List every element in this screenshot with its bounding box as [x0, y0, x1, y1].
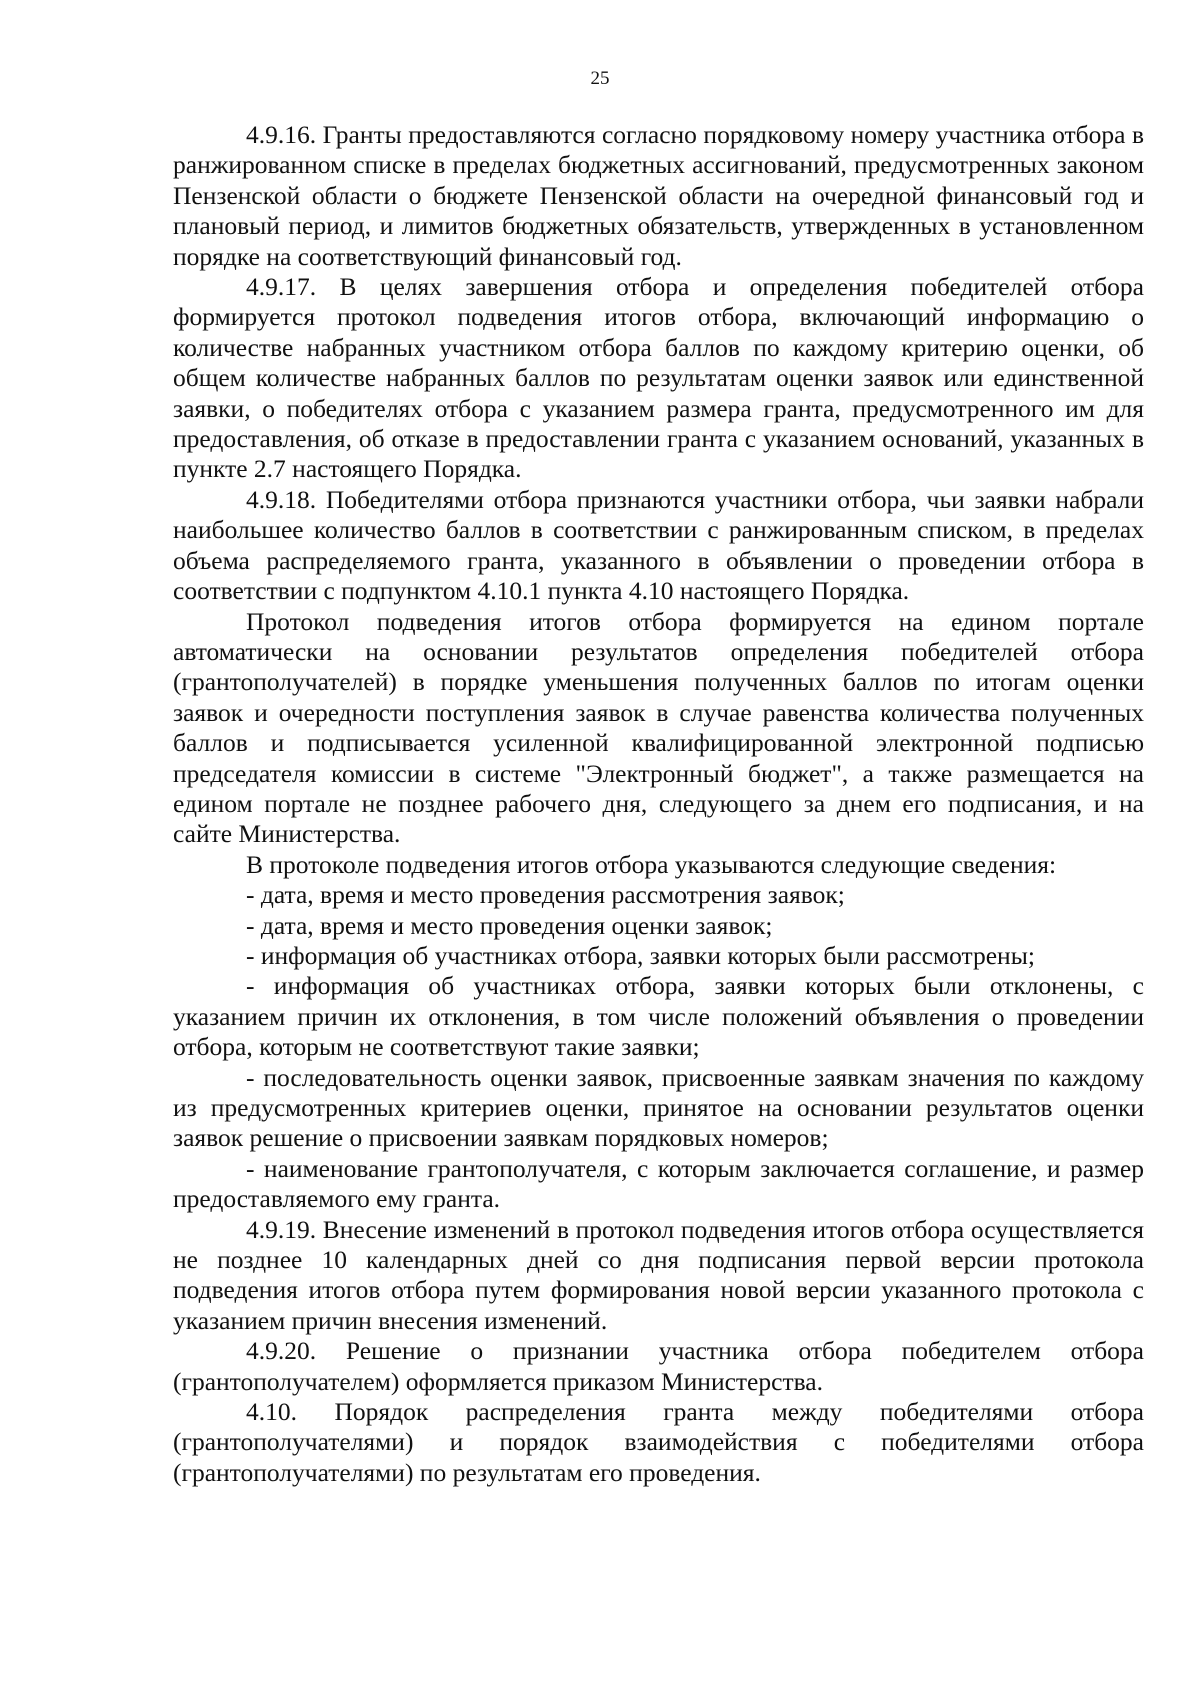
list-item-rejected-participants: - информация об участниках отбора, заявки которых были отклонены, с указанием причин их отклонения, в том числе положений объявления о проведении отбора, которым не соответствуют такие заявки;	[173, 971, 1144, 1062]
list-item-evaluation-sequence: - последовательность оценки заявок, присвоенные заявкам значения по каждому из предусмотренных критериев оценки, принятое на основании результатов оценки заявок решение о присвоении заявкам порядковых номеров;	[173, 1062, 1144, 1153]
document-body	[173, 120, 1144, 1488]
page-number: 25	[590, 68, 610, 89]
list-item-reviewed-participants: - информация об участниках отбора, заявки которых были рассмотрены;	[246, 940, 1035, 970]
list-item-grantee-name: - наименование грантополучателя, с которым заключается соглашение, и размер предоставляемого ему гранта.	[173, 1153, 1144, 1214]
paragraph-protocol-formation: Протокол подведения итогов отбора формируется на едином портале автоматически на основании результатов определения победителей отбора (грантополучателей) в порядке уменьшения полученных баллов по итогам оценки заявок и очередности поступления заявок в случае равенства количества полученных баллов и подписывается усиленной квалифицированной электронной подписью председателя комиссии в системе "Электронный бюджет", а также размещается на едином портале не позднее рабочего дня, следующего за днем его подписания, и на сайте Министерства.	[173, 606, 1144, 849]
list-item-review-date: - дата, время и место проведения рассмотрения заявок;	[246, 880, 845, 910]
paragraph-4-9-17: 4.9.17. В целях завершения отбора и определения победителей отбора формируется протокол подведения итогов отбора, включающий информацию о количестве набранных участником отбора баллов по каждому критерию оценки, об общем количестве набранных баллов по результатам оценки заявок или единственной заявки, о победителях отбора с указанием размера гранта, предусмотренного им для предоставления, об отказе в предоставлении гранта с указанием оснований, указанных в пункте 2.7 настоящего Порядка.	[173, 272, 1144, 484]
list-item-evaluation-date: - дата, время и место проведения оценки заявок;	[246, 910, 773, 940]
paragraph-protocol-contents-intro: В протоколе подведения итогов отбора указываются следующие сведения:	[246, 849, 1057, 879]
paragraph-4-9-18: 4.9.18. Победителями отбора признаются участники отбора, чьи заявки набрали наибольшее количество баллов в соответствии с ранжированным списком, в пределах объема распределяемого гранта, указанного в объявлении о проведении отбора в соответствии с подпунктом 4.10.1 пункта 4.10 настоящего Порядка.	[173, 484, 1144, 606]
paragraph-4-10: 4.10. Порядок распределения гранта между победителями отбора (грантополучателями) и порядок взаимодействия с победителями отбора (грантополучателями) по результатам его проведения.	[173, 1397, 1144, 1487]
paragraph-4-9-20: 4.9.20. Решение о признании участника отбора победителем отбора (грантополучателем) оформляется приказом Министерства.	[173, 1336, 1144, 1396]
paragraph-4-9-19: 4.9.19. Внесение изменений в протокол подведения итогов отбора осуществляется не позднее 10 календарных дней со дня подписания первой версии протокола подведения итогов отбора путем формирования новой версии указанного протокола с указанием причин внесения изменений.	[173, 1214, 1144, 1335]
paragraph-4-9-16: 4.9.16. Гранты предоставляются согласно порядковому номеру участника отбора в ранжированном списке в пределах бюджетных ассигнований, предусмотренных законом Пензенской области о бюджете Пензенской области на очередной финансовый год и плановый период, и лимитов бюджетных обязательств, утвержденных в установленном порядке на соответствующий финансовый год.	[173, 120, 1144, 271]
